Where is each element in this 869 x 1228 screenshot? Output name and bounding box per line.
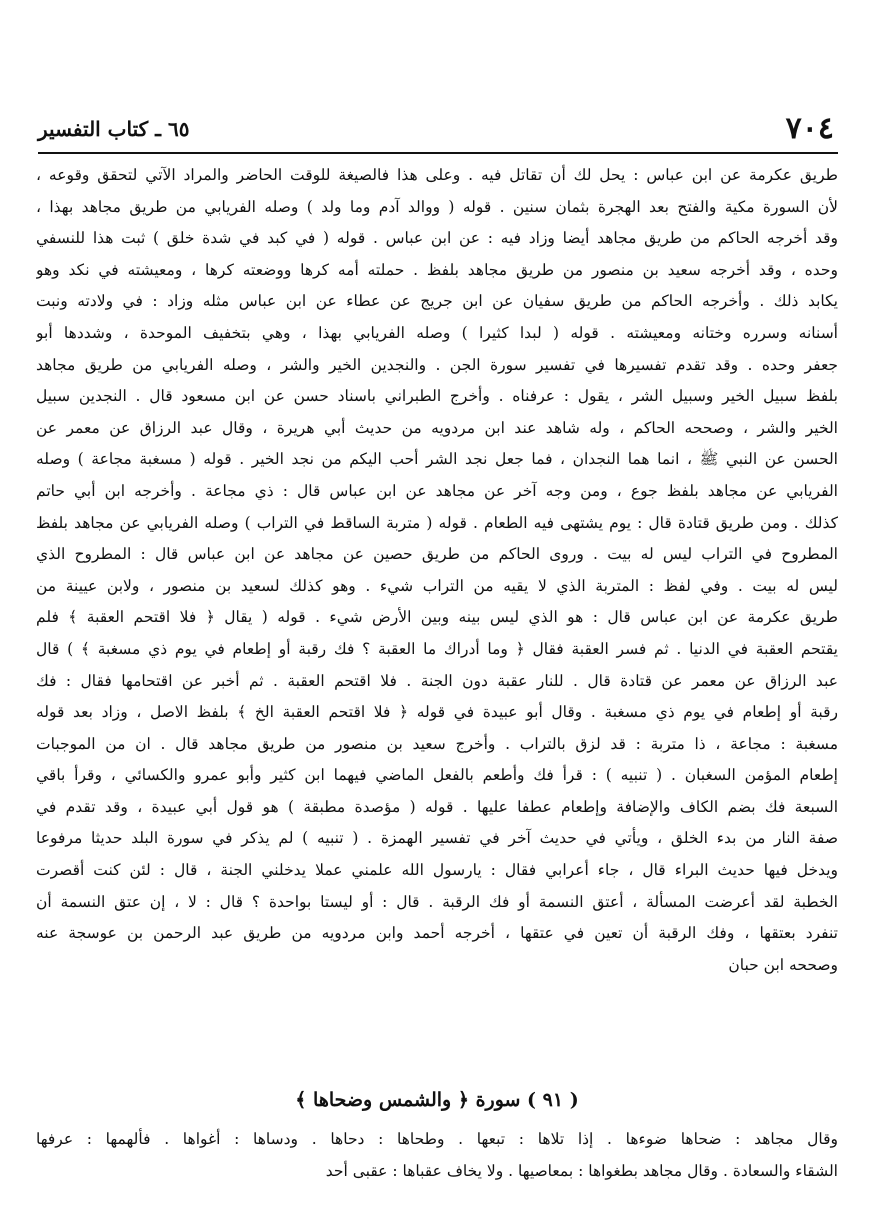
page-header (38, 112, 834, 146)
text-line: طريق عكرمة عن ابن عباس : يحل لك أن تقاتل فيه . وعلى هذا فالصيغة للوقت الحاضر والمراد الآتي لتحقق وقوعه ، (36, 166, 838, 184)
text-line: السبعة فك بضم الكاف والإضافة وإطعام عطفا عليها . قوله ( مؤصدة مطبقة ) هو قول أبي عبيدة ، وقد تقدم في (36, 797, 838, 816)
text-line: كذلك . ومن طريق قتادة قال : يوم يشتهى فيه الطعام . قوله ( متربة الساقط في التراب ) وصله الفريابي عن مجاهد بلفظ (36, 513, 838, 532)
text-line: وقال مجاهد : ضحاها ضوءها . إذا تلاها : تبعها . وطحاها : دحاها . ودساها : أغواها . فألهمها : عرفها (36, 1130, 838, 1148)
text-line: الحسن عن النبي ﷺ ، انما هما النجدان ، فما جعل نجد الشر أحب اليكم من نجد الخير . قوله ( مسغبة مجاعة ) وصله (36, 450, 838, 469)
header-rule (38, 152, 838, 154)
running-title: ٦٥ ـ كتاب التفسير (38, 117, 190, 141)
text-line: المطروح في التراب ليس له بيت . وروى الحاكم من طريق حصين عن مجاهد عن ابن عباس قال : المطروح الذي (36, 545, 838, 564)
text-line: تنفرد بعتقها ، وفك الرقبة أن تعين في عتقها ، أخرجه أحمد وابن مردويه من طريق عبد الرحمن بن عوسجة عنه (36, 924, 838, 943)
text-line: مسغبة : مجاعة ، ذا متربة : قد لزق بالتراب . وأخرج سعيد بن منصور من طريق مجاهد قال . ان من الموجبات (36, 734, 838, 753)
text-line: الشقاء والسعادة . وقال مجاهد بطغواها : بمعاصيها . ولا يخاف عقباها : عقبى أحد (325, 1161, 838, 1180)
text-line: لأن السورة مكية والفتح بعد الهجرة بثمان سنين . قوله ( ووالد آدم وما ولد ) وصله الفريابي من طريق مجاهد بهذا ، (36, 197, 838, 216)
text-line: وصححه ابن حبان (728, 955, 838, 974)
surah-heading: ( ٩١ ) سورة ﴿ والشمس وضحاها ﴾ (295, 1089, 579, 1111)
text-line: يكابد ذلك . وأخرجه الحاكم من طريق سفيان عن ابن جريج عن عطاء عن ابن عباس مثله وزاد : في ولادته ونبت (36, 292, 838, 311)
text-line: أسنانه وسرره وختانه ومعيشته . قوله ( لبدا كثيرا ) وصله الفريابي بهذا ، وهي بتخفيف الموحدة ، وشددها أبو (36, 323, 838, 342)
text-line: طريق عكرمة عن ابن عباس قال : هو الذي ليس بينه وبين الأرض شيء . قوله ( يقال ﴿ فلا اقتحم العقبة ﴾ فلم (36, 608, 838, 627)
text-line: صفة النار من بدء الخلق ، ويأتي في حديث آخر في تفسير الهمزة . ( تنبيه ) لم يذكر في سورة البلد حديثا مرفوعا (36, 829, 838, 848)
text-line: الخطبة لقد أعرضت المسألة ، أعتق النسمة أو فك الرقبة . قال : أو ليستا بواحدة ؟ قال : لا ، إن عتق النسمة أن (36, 892, 838, 911)
text-line: ويدخل فيها حديث البراء قال ، جاء أعرابي فقال : يارسول الله علمني عملا يدخلني الجنة ، قال : لئن كنت أقصرت (36, 861, 838, 880)
text-line: ليس له بيت . وفي لفظ : المتربة الذي لا يقيه من التراب شيء . وهو كذلك لسعيد بن منصور ، ولابن عيينة من (36, 576, 838, 595)
text-line: وقد أخرجه الحاكم من طريق مجاهد أيضا وزاد فيه : عن ابن عباس . قوله ( في كبد في شدة خلق ) ثبت هذا للنسفي (36, 229, 838, 248)
commentary-text (36, 160, 838, 981)
surah-commentary-text (36, 1124, 838, 1187)
text-line: إطعام المؤمن السغبان . ( تنبيه ) : قرأ فك وأطعم بالفعل الماضي فيهما ابن كثير وأبو عمرو والكسائي ، وقرأ باقي (36, 766, 838, 785)
text-line: يقتحم العقبة في الدنيا . ثم فسر العقبة فقال ﴿ وما أدراك ما العقبة ؟ فك رقبة أو إطعام في يوم ذي مسغبة ﴾ ) قال (36, 639, 838, 658)
text-line: عبد الرزاق عن معمر عن قتادة قال . للنار عقبة دون الجنة . فلا اقتحم العقبة . ثم أخبر عن اقتحامها فقال : فك (36, 671, 838, 690)
text-line: وحده ، وقد أخرجه سعيد بن منصور من طريق مجاهد بلفظ . حملته أمه كرها ووضعته كرها ، ومعيشته في نكد وهو (36, 260, 838, 279)
page-number: ٧٠٤ (785, 111, 834, 146)
text-line: رقبة أو إطعام في يوم ذي مسغبة . وقال أبو عبيدة في قوله ﴿ فلا اقتحم العقبة الخ ﴾ بلفظ الاصل ، وزاد بعد قوله (36, 703, 838, 722)
text-line: جعفر وحده . وقد تقدم تفسيرها في تفسير سورة الجن . والنجدين الخير والشر ، وصله الفريابي من طريق مجاهد (36, 355, 838, 374)
text-line: الفريابي عن مجاهد بلفظ جوع ، ومن وجه آخر عن مجاهد عن ابن عباس قال : ذي مجاعة . وأخرجه ابن أبي حاتم (36, 481, 838, 500)
text-line: بلفظ سبيل الخير وسبيل الشر ، يقول : عرفناه . وأخرج الطبراني باسناد حسن عن ابن مسعود قال . النجدين سبيل (36, 387, 838, 406)
text-line: الخير والشر ، وصححه الحاكم ، وله شاهد عند ابن مردويه من حديث أبي هريرة ، وقال عبد الرزاق عن معمر عن (36, 418, 838, 437)
